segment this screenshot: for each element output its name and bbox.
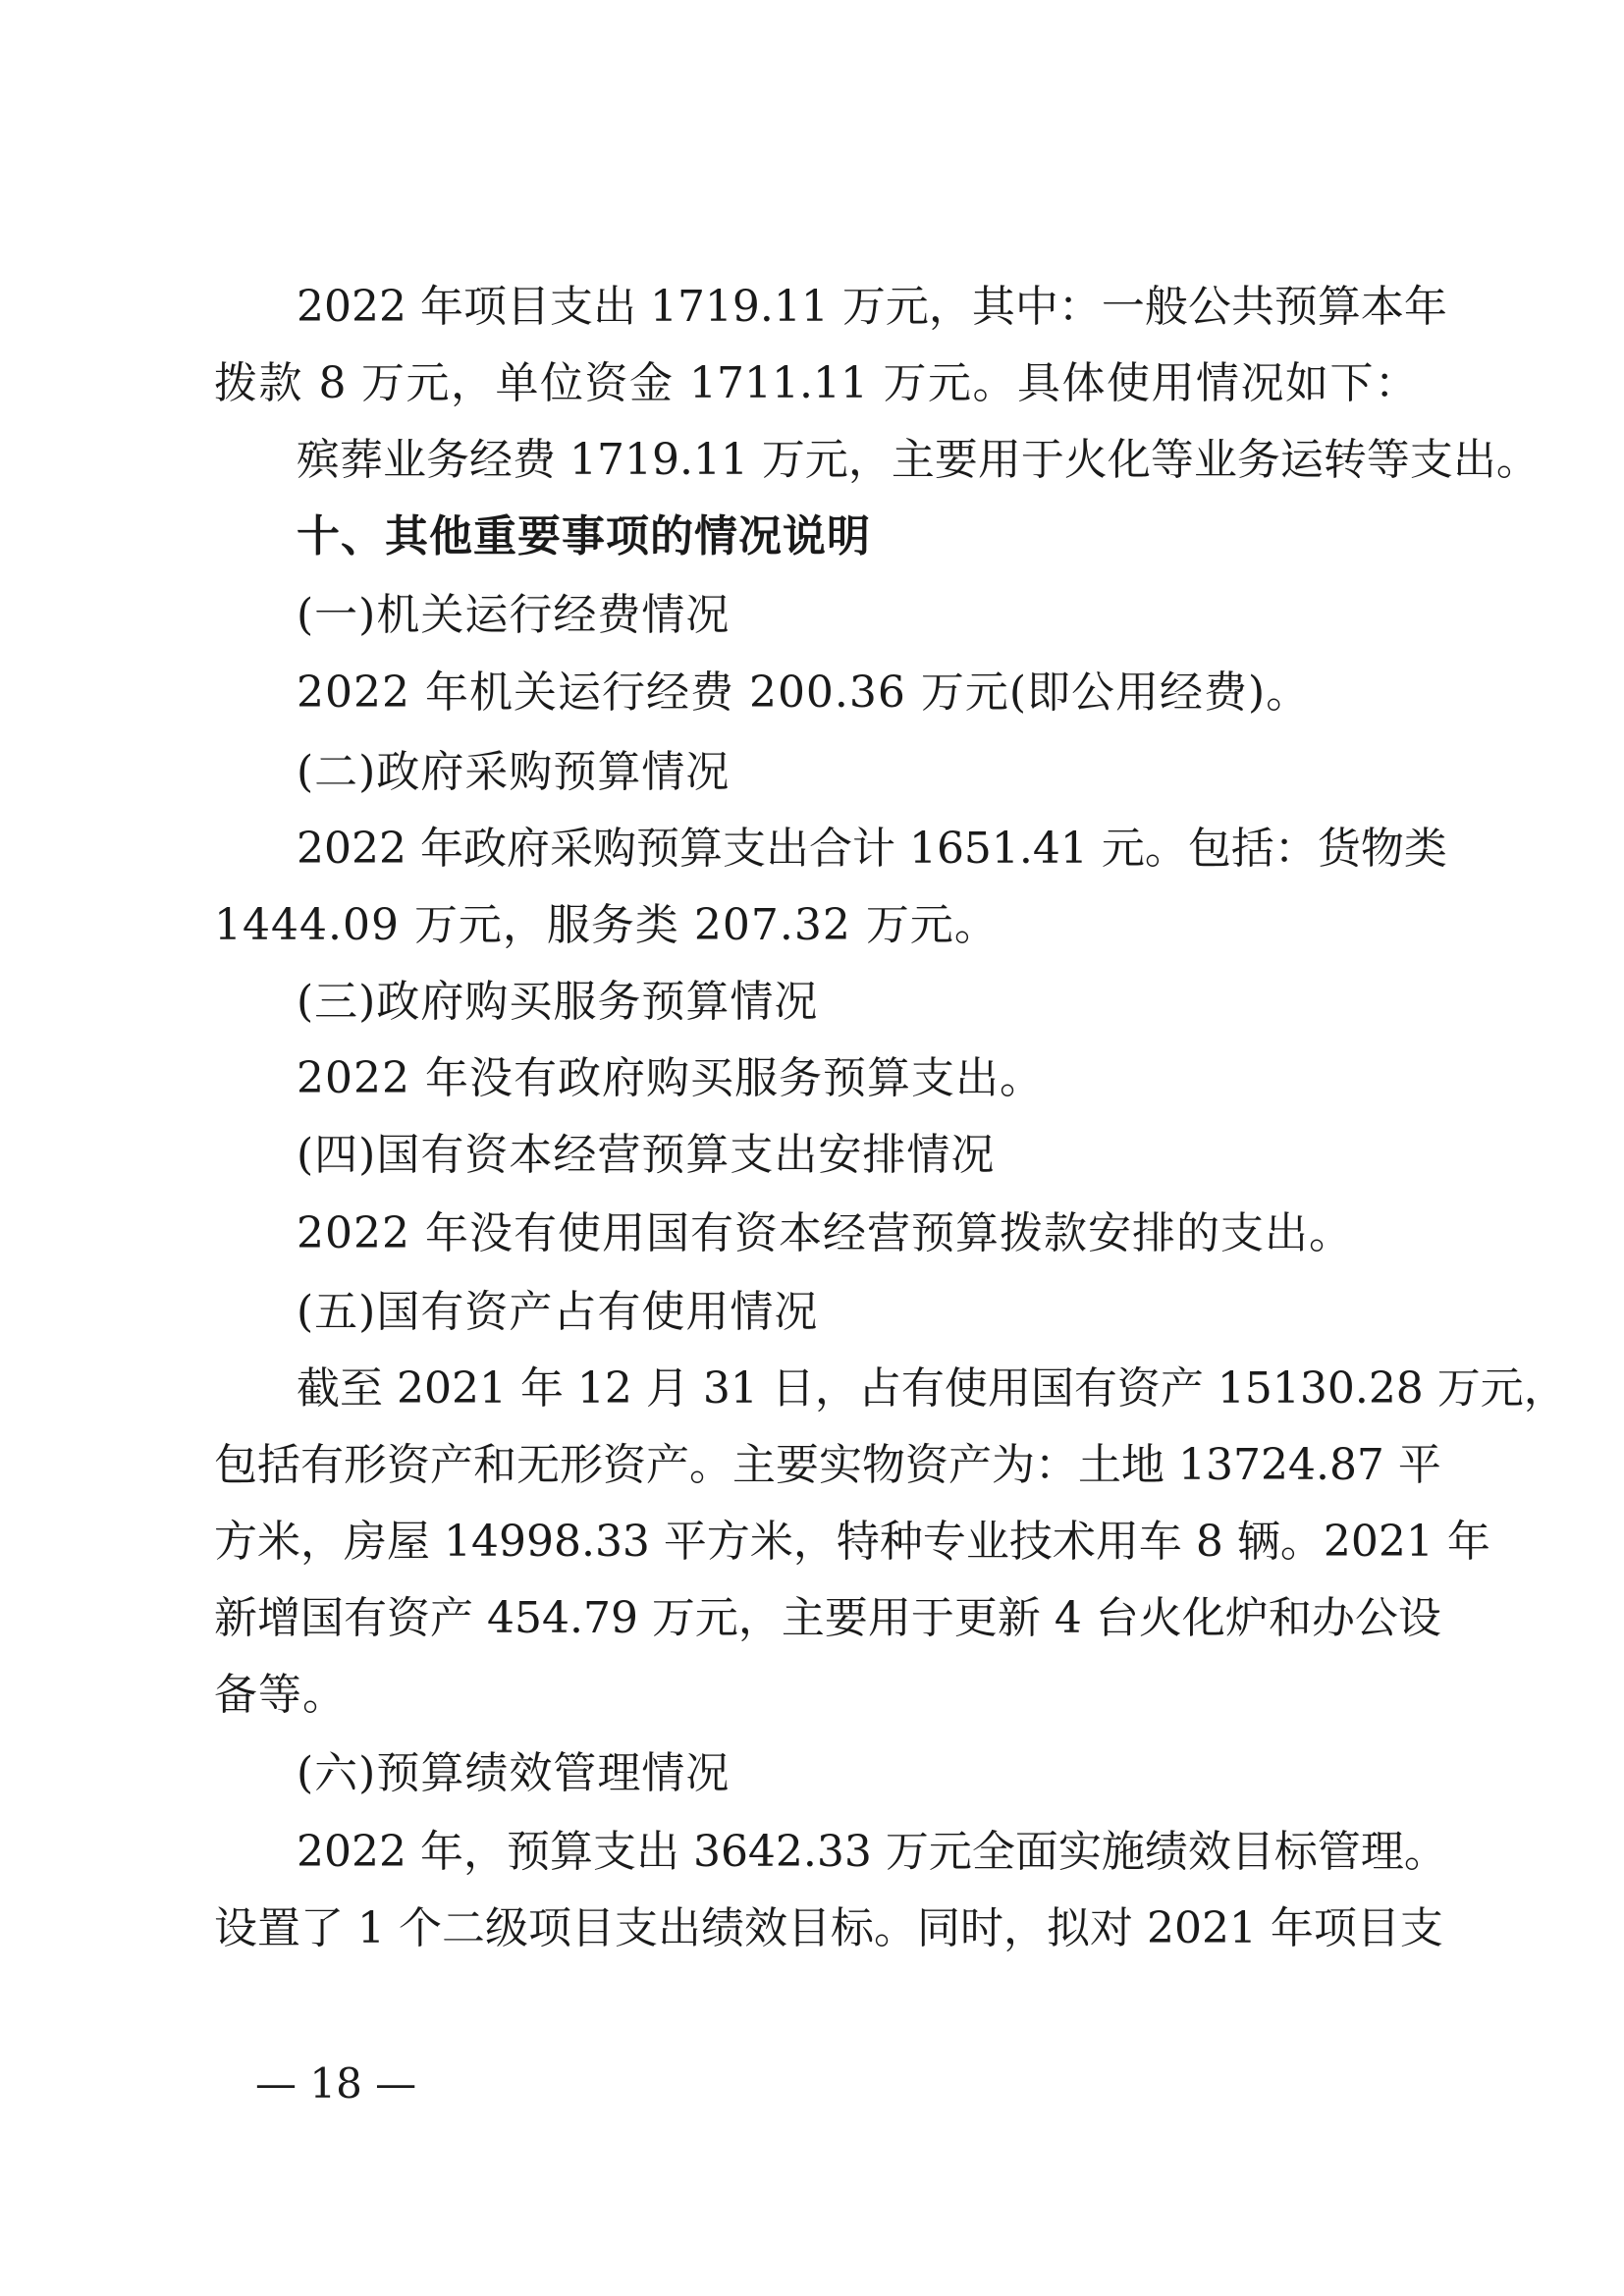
- paragraph-line-3: 殡葬业务经费 1719.11 万元，主要用于火化等业务运转等支出。: [297, 435, 1540, 485]
- subsection-title-2: (二)政府采购预算情况: [297, 747, 731, 797]
- paragraph-line-13: 备等。: [214, 1670, 347, 1720]
- paragraph-line-4: 2022 年机关运行经费 200.36 万元(即公用经费)。: [297, 667, 1311, 718]
- paragraph-line-14: 2022 年，预算支出 3642.33 万元全面实施绩效目标管理。: [297, 1827, 1447, 1877]
- paragraph-line-10: 包括有形资产和无形资产。主要实物资产为：土地 13724.87 平: [214, 1440, 1441, 1490]
- paragraph-line-7: 2022 年没有政府购买服务预算支出。: [297, 1053, 1044, 1103]
- paragraph-line-5: 2022 年政府采购预算支出合计 1651.41 元。包括：货物类: [297, 824, 1447, 874]
- paragraph-line-2: 拨款 8 万元，单位资金 1711.11 万元。具体使用情况如下：: [214, 358, 1418, 408]
- paragraph-line-8: 2022 年没有使用国有资本经营预算拨款安排的支出。: [297, 1208, 1353, 1258]
- paragraph-line-15: 设置了 1 个二级项目支出绩效目标。同时，拟对 2021 年项目支: [214, 1903, 1443, 1953]
- subsection-title-3: (三)政府购买服务预算情况: [297, 977, 819, 1027]
- page-number: — 18 —: [255, 2059, 417, 2108]
- paragraph-line-12: 新增国有资产 454.79 万元，主要用于更新 4 台火化炉和办公设: [214, 1593, 1441, 1643]
- subsection-title-5: (五)国有资产占有使用情况: [297, 1287, 819, 1337]
- paragraph-line-9: 截至 2021 年 12 月 31 日，占有使用国有资产 15130.28 万元，: [297, 1363, 1567, 1414]
- subsection-title-4: (四)国有资本经营预算支出安排情况: [297, 1130, 996, 1180]
- subsection-title-1: (一)机关运行经费情况: [297, 590, 731, 640]
- subsection-title-6: (六)预算绩效管理情况: [297, 1748, 731, 1798]
- paragraph-line-11: 方米，房屋 14998.33 平方米，特种专业技术用车 8 辆。2021 年: [214, 1517, 1490, 1567]
- section-heading: 十、其他重要事项的情况说明: [297, 511, 871, 561]
- paragraph-line-1: 2022 年项目支出 1719.11 万元，其中：一般公共预算本年: [297, 282, 1447, 332]
- paragraph-line-6: 1444.09 万元，服务类 207.32 万元。: [214, 900, 999, 950]
